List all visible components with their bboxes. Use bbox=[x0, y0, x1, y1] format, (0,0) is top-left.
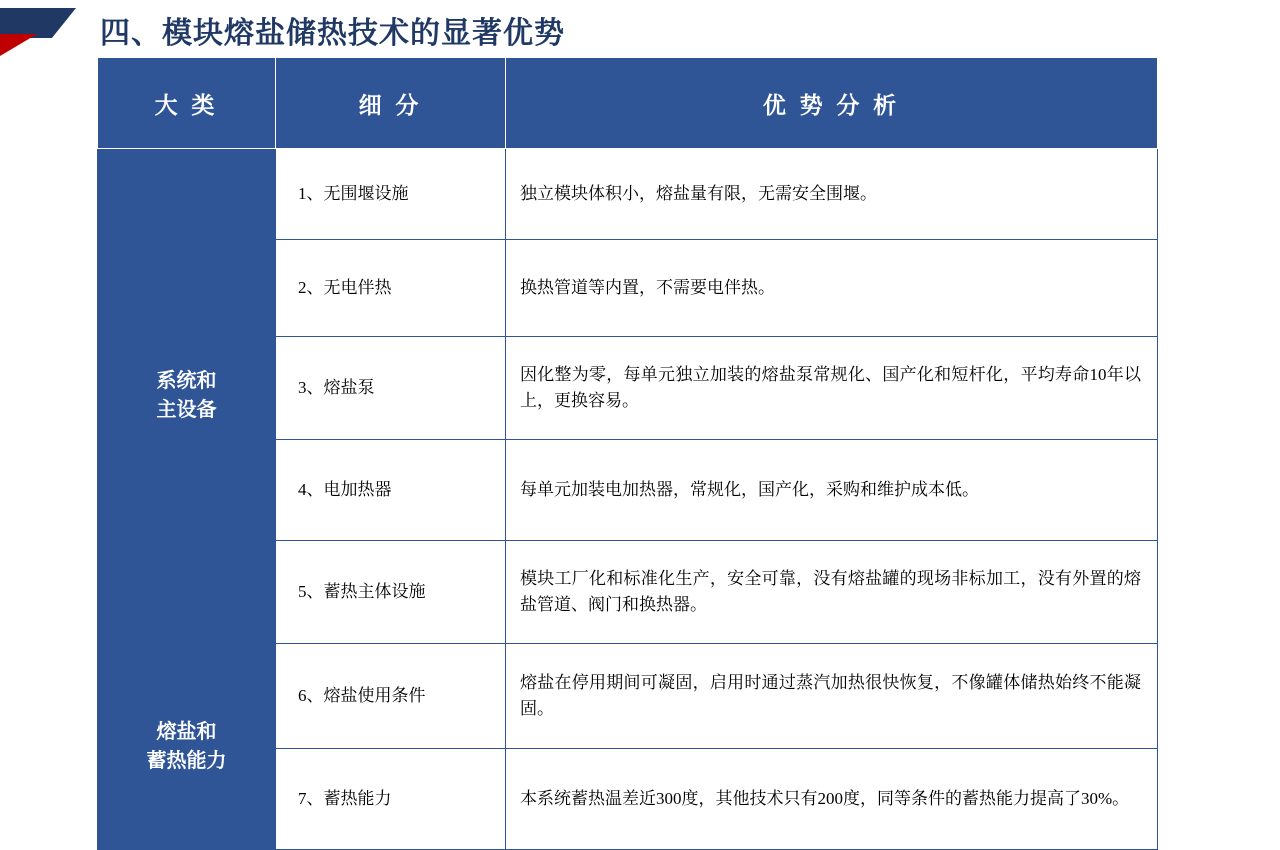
row-subdivision: 7、蓄热能力 bbox=[276, 749, 506, 850]
group-label-line2: 主设备 bbox=[156, 399, 217, 421]
corner-flag-red bbox=[0, 34, 66, 62]
table-row bbox=[98, 644, 1158, 749]
row-analysis: 换热管道等内置，不需要电伴热。 bbox=[506, 240, 1158, 337]
column-header-subdivision: 细 分 bbox=[276, 58, 506, 149]
column-header-category: 大 类 bbox=[98, 58, 276, 149]
row-analysis: 每单元加装电加热器，常规化，国产化，采购和维护成本低。 bbox=[506, 440, 1158, 541]
table-header-row bbox=[98, 58, 1158, 149]
row-analysis: 本系统蓄热温差近300度，其他技术只有200度，同等条件的蓄热能力提高了30%。 bbox=[506, 749, 1158, 850]
row-subdivision: 6、熔盐使用条件 bbox=[276, 644, 506, 749]
group-label-line1: 系统和 bbox=[156, 370, 217, 392]
row-subdivision: 3、熔盐泵 bbox=[276, 337, 506, 440]
corner-flag-blue bbox=[0, 8, 76, 38]
page-title: 四、模块熔盐储热技术的显著优势 bbox=[100, 17, 565, 50]
corner-decoration bbox=[0, 8, 88, 64]
advantages-table bbox=[97, 57, 1158, 850]
row-subdivision: 4、电加热器 bbox=[276, 440, 506, 541]
group-label-line2: 蓄热能力 bbox=[146, 749, 227, 772]
group-label-line1: 熔盐和 bbox=[156, 720, 217, 743]
row-subdivision: 5、蓄热主体设施 bbox=[276, 541, 506, 644]
group-cell-system bbox=[98, 149, 276, 644]
row-analysis: 因化整为零，每单元独立加装的熔盐泵常规化、国产化和短杆化，平均寿命10年以上，更换容易。 bbox=[506, 337, 1158, 440]
advantages-table-wrapper bbox=[97, 57, 1157, 850]
row-analysis: 模块工厂化和标准化生产，安全可靠，没有熔盐罐的现场非标加工，没有外置的熔盐管道、阀门和换热器。 bbox=[506, 541, 1158, 644]
row-analysis: 熔盐在停用期间可凝固，启用时通过蒸汽加热很快恢复，不像罐体储热始终不能凝固。 bbox=[506, 644, 1158, 749]
table-row bbox=[98, 149, 1158, 240]
column-header-analysis: 优 势 分 析 bbox=[506, 58, 1158, 149]
group-cell-salt bbox=[98, 644, 276, 850]
row-subdivision: 2、无电伴热 bbox=[276, 240, 506, 337]
row-analysis: 独立模块体积小，熔盐量有限，无需安全围堰。 bbox=[506, 149, 1158, 240]
row-subdivision: 1、无围堰设施 bbox=[276, 149, 506, 240]
